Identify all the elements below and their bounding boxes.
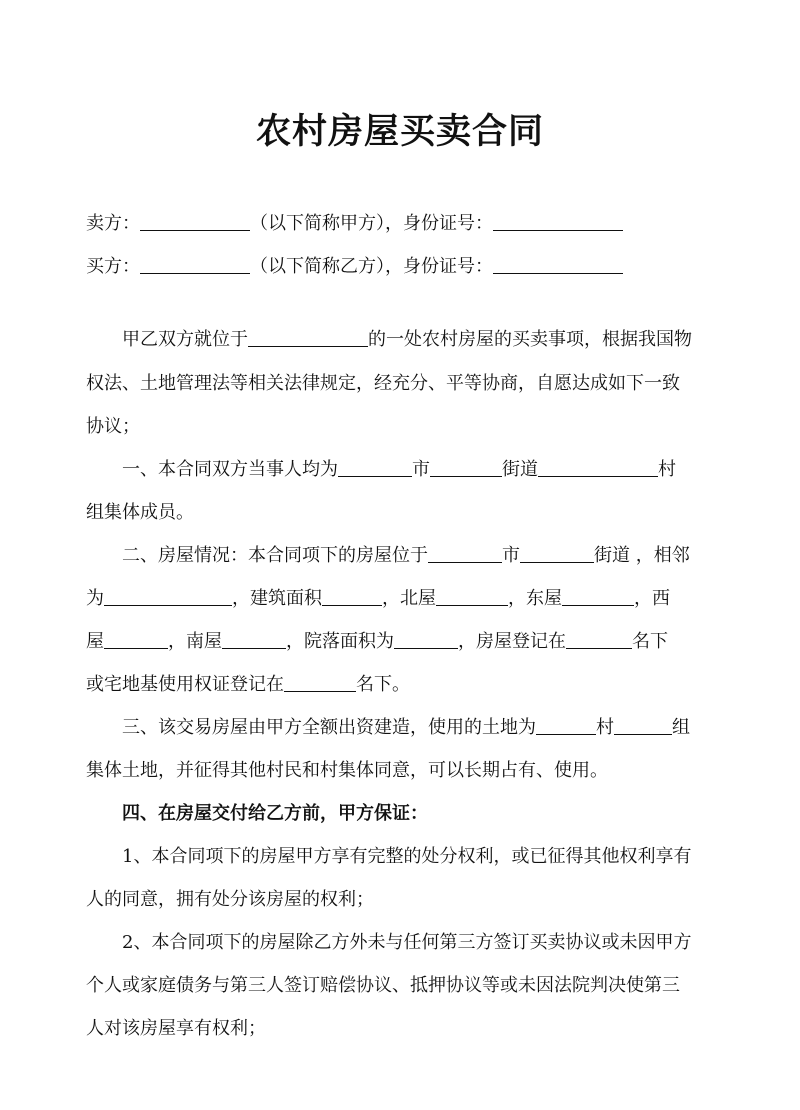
clause-1-text-d: 村 [658,459,676,480]
clause-2-line-1 [86,543,752,569]
clause-3-text-a: 三、该交易房屋由甲方全额出资建造，使用的土地为 [122,717,536,738]
clause-1-text-a: 一、本合同双方当事人均为 [122,459,338,480]
seller-name-blank [140,212,250,231]
clause-2-certificate-blank [284,673,356,692]
clause-2-line-3 [86,629,716,655]
intro-text-a: 甲乙双方就位于 [122,329,248,350]
clause-2-text-d: 为 [86,588,104,609]
clause-2-city-blank [428,544,502,563]
item-2-line-2: 个人或家庭债务与第三人签订赔偿协议、抵押协议等或未因法院判决使第三 [86,975,680,996]
clause-4-heading: 四、在房屋交付给乙方前，甲方保证： [122,803,428,824]
buyer-id-blank [493,255,623,274]
item-1-line-2: 人的同意，拥有处分该房屋的权利； [86,889,374,910]
clause-3-group-blank [614,716,672,735]
clause-2-west-blank [104,630,168,649]
clause-2-text-h: ，西 [634,588,670,609]
clause-1-line-1 [86,457,752,483]
clause-2-yard-blank [394,630,458,649]
clause-1-text-c: 街道 [502,459,538,480]
seller-id-blank [493,212,623,231]
item-2-line-3: 人对该房屋享有权利； [86,1018,266,1039]
seller-line [86,211,716,237]
clause-3-line-1 [86,715,752,741]
seller-label: 卖方： [86,213,140,234]
intro-text-b: 的一处农村房屋的买卖事项，根据我国物 [368,329,692,350]
clause-2-text-j: ，南屋 [168,631,222,652]
intro-location-blank [248,328,368,347]
clause-2-text-c: 街道 ，相邻 [594,545,690,566]
buyer-label: 买方： [86,256,140,277]
clause-3-text-b: 村 [596,717,614,738]
clause-2-text-e: ，建筑面积 [232,588,322,609]
clause-2-text-o: 名下。 [356,674,410,695]
clause-1-village-blank [538,458,658,477]
document-title: 农村房屋买卖合同 [255,111,544,152]
clause-2-text-l: ，房屋登记在 [458,631,566,652]
clause-2-area-blank [322,587,382,606]
clause-1-street-blank [430,458,502,477]
clause-2-south-blank [222,630,286,649]
clause-2-line-2 [86,586,716,612]
clause-3-text-c: 组 [672,717,690,738]
intro-line-1 [86,327,752,353]
buyer-name-blank [140,255,250,274]
clause-2-north-blank [436,587,508,606]
clause-2-text-m: 名下 [632,631,668,652]
clause-2-text-f: ，北屋 [382,588,436,609]
buyer-middle-text: （以下简称乙方），身份证号： [250,256,493,277]
seller-middle-text: （以下简称甲方），身份证号： [250,213,493,234]
clause-2-text-i: 屋 [86,631,104,652]
clause-2-text-b: 市 [502,545,520,566]
clause-2-text-a: 二、房屋情况：本合同项下的房屋位于 [122,545,428,566]
clause-3-village-blank [536,716,596,735]
clause-2-text-n: 或宅地基使用权证登记在 [86,674,284,695]
clause-2-line-4 [86,672,716,698]
clause-2-text-k: ，院落面积为 [286,631,394,652]
clause-2-east-blank [562,587,634,606]
intro-line-2: 权法、土地管理法等相关法律规定，经充分、平等协商，自愿达成如下一致 [86,373,680,394]
clause-2-text-g: ，东屋 [508,588,562,609]
clause-1-text-b: 市 [412,459,430,480]
clause-2-owner-blank [566,630,632,649]
clause-1-line-2: 组集体成员。 [86,502,194,523]
intro-line-3: 协议； [86,416,140,437]
clause-1-city-blank [338,458,412,477]
clause-2-neighbor-blank [104,587,232,606]
item-2-line-1: 2、本合同项下的房屋除乙方外未与任何第三方签订买卖协议或未因甲方 [122,932,692,953]
item-1-line-1: 1、本合同项下的房屋甲方享有完整的处分权利，或已征得其他权利享有 [122,846,692,867]
clause-2-street-blank [520,544,594,563]
clause-3-line-2: 集体土地，并征得其他村民和村集体同意，可以长期占有、使用。 [86,760,608,781]
buyer-line [86,254,716,280]
